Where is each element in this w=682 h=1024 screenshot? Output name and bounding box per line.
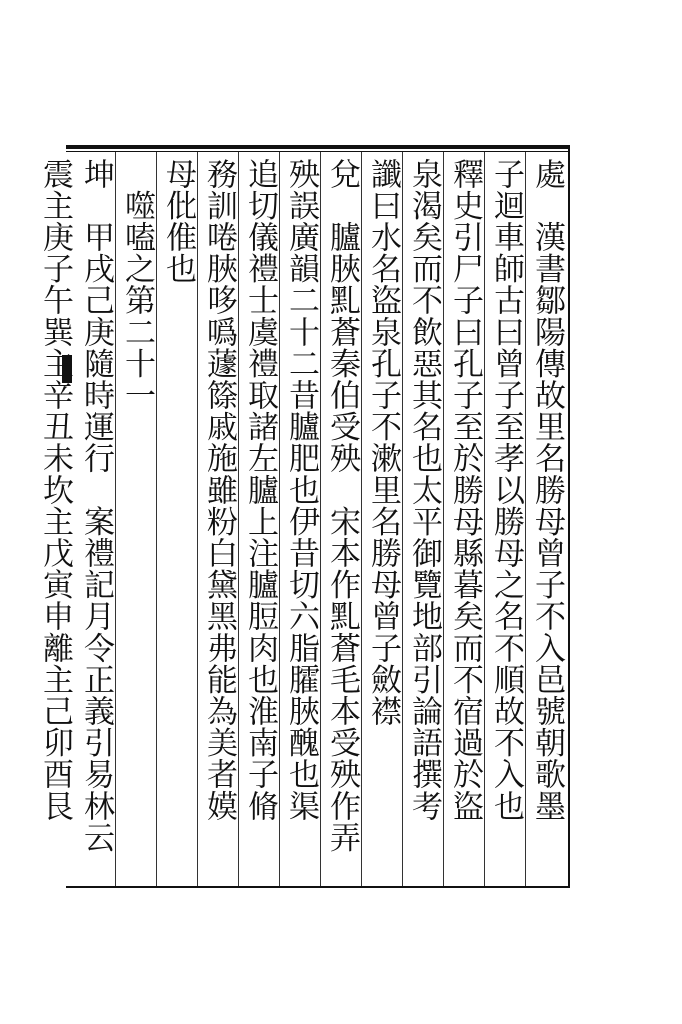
text-column-9: 務訓啳脥哆噅蘧篨戚施雖粉白黛黑弗能為美者嫫 <box>201 158 237 822</box>
text-column-5: 讖曰水名盜泉孔子不漱里名勝母曾子斂襟 <box>365 158 401 727</box>
text-column-2: 子迴車師古曰曾子至孝以勝母之名不順故不入也 <box>488 158 524 822</box>
text-column-8: 追切儀禮士虞禮取諸左臚上注臚脰肉也淮南子脩 <box>242 158 278 822</box>
text-column-12: 坤 甲戌己庚隨時運行 案禮記月令正義引易林云 <box>78 158 114 854</box>
section-heading: 噬嗑之第二十一 <box>119 158 155 411</box>
text-column-1: 處 漢書鄒陽傳故里名勝母曾子不入邑號朝歌墨 <box>529 158 565 822</box>
frame-bottom-border <box>66 886 570 888</box>
frame-top-inner-border <box>66 151 570 152</box>
text-column-7: 殃誤廣韻二十二昔臚肥也伊昔切六脂臛脥醜也渠 <box>283 158 319 822</box>
text-column-13: 震主庚子午巽主辛丑未坎主戊寅申離主己卯酉艮 <box>37 158 73 822</box>
frame-right-border <box>568 145 570 888</box>
text-column-10: 母仳倠也 <box>160 158 196 285</box>
text-column-3: 釋史引尸子曰孔子至於勝母縣暮矣而不宿過於盜 <box>447 158 483 822</box>
text-column-4: 泉渴矣而不飲惡其名也太平御覽地部引論語撰考 <box>406 158 442 822</box>
text-column-6: 兌 臚脥䵝蒼秦伯受殃 宋本作䵝蒼毛本受殃作弄 <box>324 158 360 854</box>
frame-top-border <box>66 145 570 149</box>
